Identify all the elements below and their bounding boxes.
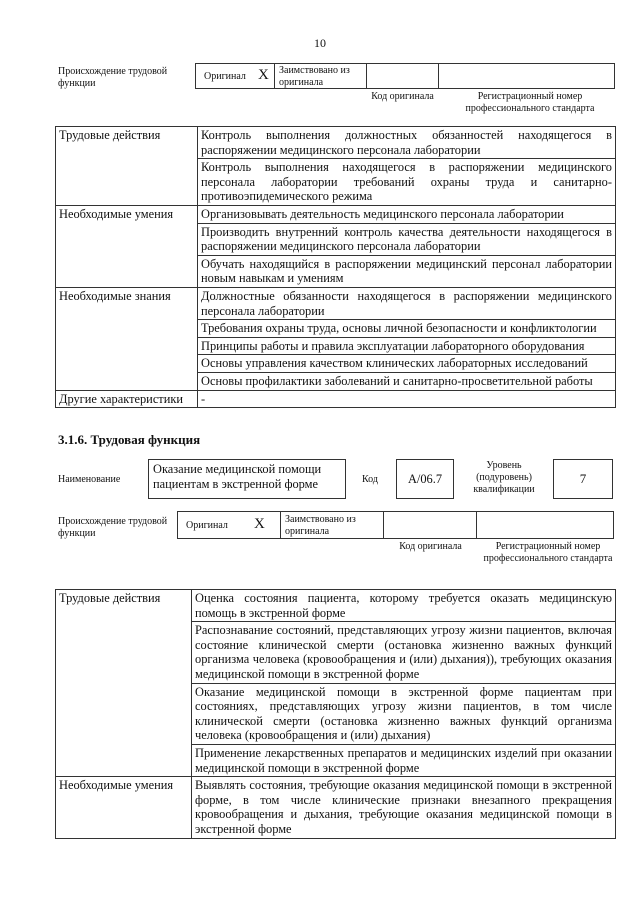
row-item: Организовывать деятельность медицинского персонала лаборатории [198, 205, 616, 223]
table-1 [55, 126, 616, 408]
borrowed-label: Заимствовано из оригинала [279, 65, 350, 88]
name-value: Оказание медицинской помощи пациентам в экстренной форме [148, 459, 346, 499]
row-label: Трудовые действия [56, 590, 192, 777]
row-item: Выявлять состояния, требующие оказания медицинской помощи в экстренной форме, в том числе клинические признаки внезапного прекращения кровообращения и дыхания, требующие оказания медицинской помощи в экстренной форме [192, 777, 616, 838]
page-number: 10 [314, 36, 326, 50]
row-item: Основы профилактики заболеваний и санитарно-просветительной работы [198, 372, 616, 390]
origin-row-2 [177, 511, 614, 539]
origin-row [195, 63, 615, 89]
row-label: Необходимые умения [56, 205, 198, 287]
row-item: Контроль выполнения должностных обязанностей находящегося в распоряжении медицинского персонала лаборатории [198, 127, 616, 159]
row-item: Основы управления качеством клинических лабораторных исследований [198, 355, 616, 373]
code-label: Код [362, 474, 378, 485]
reg-caption-2: Регистрационный номер профессионального стандарта [483, 541, 613, 564]
row-label: Необходимые знания [56, 287, 198, 390]
row-label: Другие характеристики [56, 390, 198, 408]
level-label: Уровень (подуровень) квалификации [473, 460, 535, 495]
code-value: А/06.7 [396, 459, 454, 499]
row-item: - [198, 390, 616, 408]
section-heading: 3.1.6. Трудовая функция [58, 432, 201, 447]
borrowed-label-2: Заимствовано из оригинала [285, 514, 356, 537]
original-mark: X [258, 67, 269, 83]
row-item: Контроль выполнения находящегося в распоряжении медицинского персонала лаборатории требований охраны труда и санитарно-противоэпидемического режима [198, 159, 616, 206]
name-label: Наименование [58, 474, 121, 485]
row-item: Оценка состояния пациента, которому требуется оказать медицинскую помощь в экстренной форме [192, 590, 616, 622]
original-label-2: Оригинал [186, 520, 228, 531]
row-label: Трудовые действия [56, 127, 198, 206]
original-label: Оригинал [204, 71, 246, 82]
code-caption-2: Код оригинала [399, 541, 462, 552]
row-item: Производить внутренний контроль качества деятельности находящегося в распоряжении медицинского персонала лаборатории [198, 223, 616, 255]
row-label: Необходимые умения [56, 777, 192, 838]
level-value: 7 [553, 459, 613, 499]
row-item: Требования охраны труда, основы личной безопасности и конфликтологии [198, 320, 616, 338]
reg-caption: Регистрационный номер профессионального стандарта [465, 91, 595, 114]
row-item: Применение лекарственных препаратов и медицинских изделий при оказании медицинской помощи в экстренной форме [192, 744, 616, 776]
code-caption: Код оригинала [371, 91, 434, 102]
original-mark-2: X [254, 516, 265, 532]
table-2 [55, 589, 616, 839]
row-item: Принципы работы и правила эксплуатации лабораторного оборудования [198, 337, 616, 355]
origin-label-2: Происхождение трудовой функции [58, 516, 168, 539]
row-item: Оказание медицинской помощи в экстренной форме пациентам при состояниях, представляющих угрозу жизни пациентов, в том числе клинической смерти (остановка жизненно важных функций организма человека (кровообращения и (или) дыхания) [192, 683, 616, 744]
origin-label: Происхождение трудовой функции [58, 66, 168, 89]
row-item: Распознавание состояний, представляющих угрозу жизни пациентов, включая состояние клинической смерти (остановка жизненно важных функций организма человека (кровообращения и (или) дыхания)), требующих оказания медицинской помощи в экстренной форме [192, 622, 616, 683]
row-item: Обучать находящийся в распоряжении медицинский персонал лаборатории новым навыкам и умениям [198, 255, 616, 287]
row-item: Должностные обязанности находящегося в распоряжении медицинского персонала лаборатории [198, 287, 616, 319]
